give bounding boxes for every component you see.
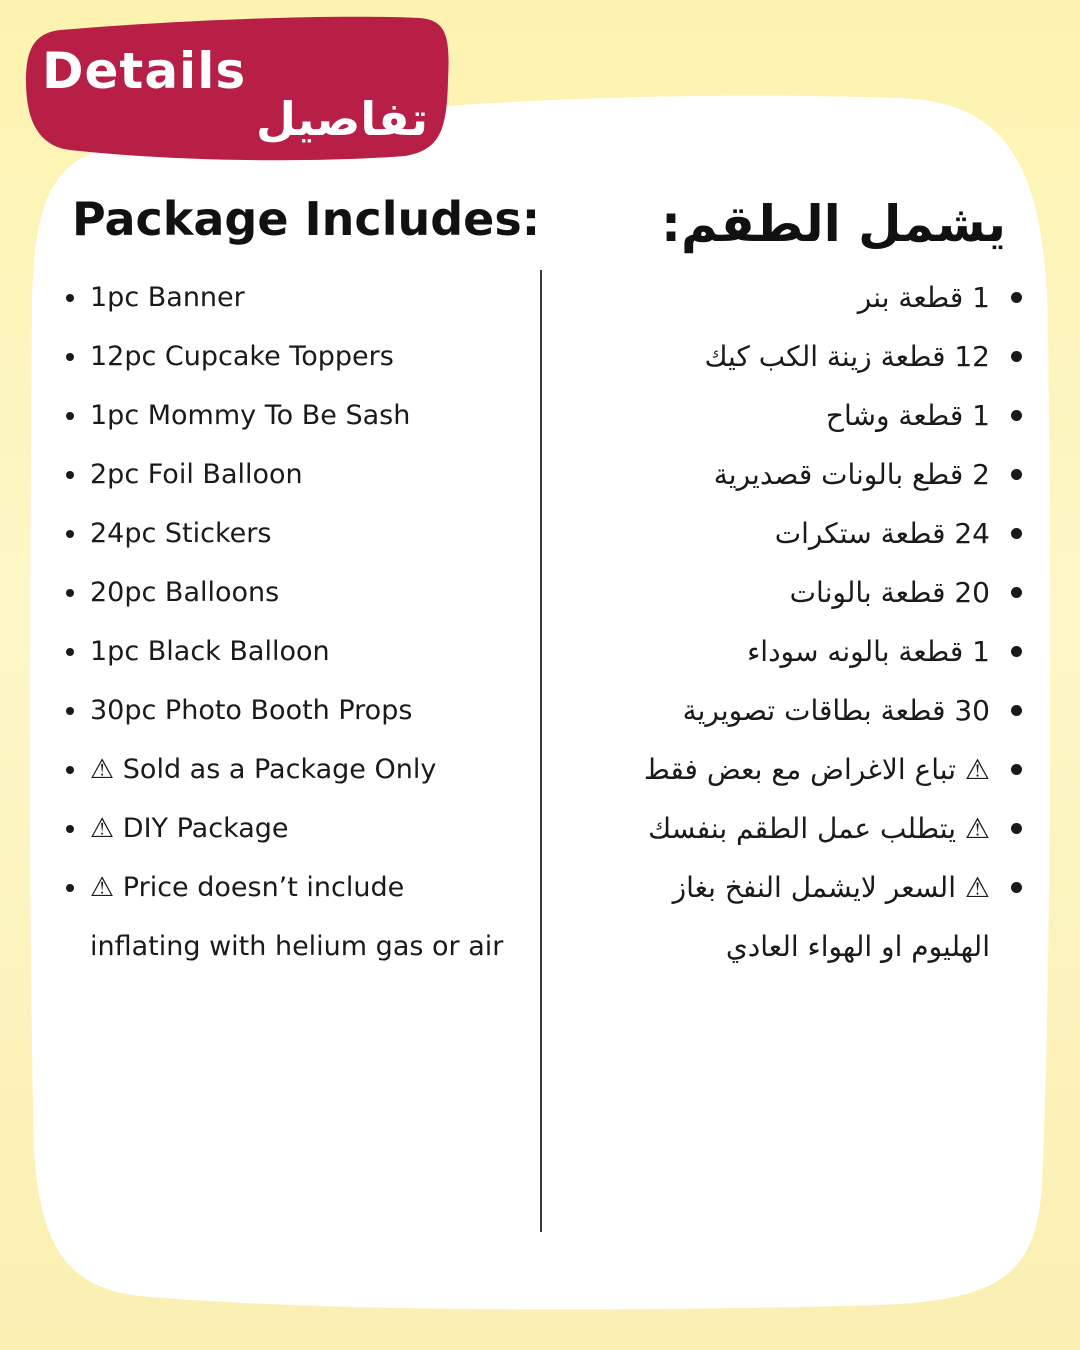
list-item: 24 قطعة ستكرات <box>552 504 1022 563</box>
arabic-items-list <box>552 268 1022 976</box>
english-items-list <box>66 268 526 976</box>
list-item: 2pc Foil Balloon <box>66 445 526 504</box>
list-item: ⚠ Sold as a Package Only <box>66 740 526 799</box>
list-item: ⚠ تباع الاغراض مع بعض فقط <box>552 740 1022 799</box>
list-item: 12pc Cupcake Toppers <box>66 327 526 386</box>
list-item: 30 قطعة بطاقات تصويرية <box>552 681 1022 740</box>
list-item: 2 قطع بالونات قصديرية <box>552 445 1022 504</box>
list-item-line: ⚠ السعر لايشمل النفخ بغاز <box>672 871 990 904</box>
list-item: 1 قطعة بنر <box>552 268 1022 327</box>
list-item: 24pc Stickers <box>66 504 526 563</box>
column-divider <box>540 270 542 1232</box>
list-item: 1 قطعة بالونه سوداء <box>552 622 1022 681</box>
list-item-line: ⚠ Price doesn’t include <box>90 872 405 903</box>
list-item: 1pc Black Balloon <box>66 622 526 681</box>
package-includes-heading: Package Includes: <box>72 192 541 246</box>
package-includes-heading-arabic: يشمل الطقم: <box>660 195 1006 253</box>
list-item: ⚠ DIY Package <box>66 799 526 858</box>
list-item <box>66 858 526 976</box>
list-item: 1 قطعة وشاح <box>552 386 1022 445</box>
tab-title-english: Details <box>42 42 247 100</box>
list-item: 20 قطعة بالونات <box>552 563 1022 622</box>
list-item-line: inflating with helium gas or air <box>90 931 504 962</box>
list-item-line: الهليوم او الهواء العادي <box>725 930 990 963</box>
list-item: 1pc Banner <box>66 268 526 327</box>
list-item: 30pc Photo Booth Props <box>66 681 526 740</box>
list-item: 20pc Balloons <box>66 563 526 622</box>
list-item <box>552 858 1022 976</box>
list-item: 12 قطعة زينة الكب كيك <box>552 327 1022 386</box>
tab-title-arabic: تفاصيل <box>256 92 428 146</box>
list-item: ⚠ يتطلب عمل الطقم بنفسك <box>552 799 1022 858</box>
list-item: 1pc Mommy To Be Sash <box>66 386 526 445</box>
